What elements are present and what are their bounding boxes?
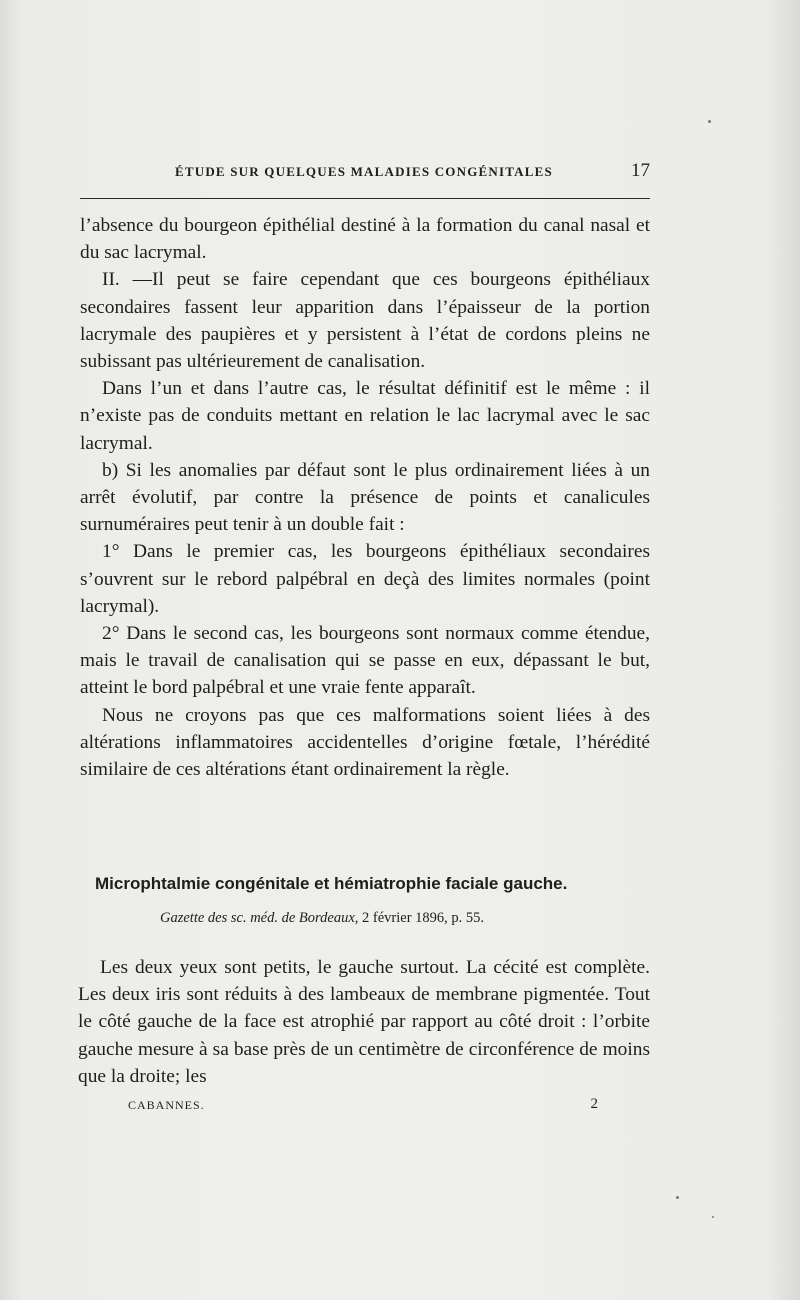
- header-rule: [80, 198, 650, 199]
- paragraph-1: l’absence du bourgeon épithélial destiné à la formation du canal nasal et du sac lacrymal.: [80, 215, 650, 264]
- citation: [160, 910, 640, 927]
- citation-journal: Gazette des sc. méd. de Bordeaux,: [160, 910, 359, 926]
- paragraph-7: Nous ne croyons pas que ces malformations soient liées à des altérations inflammatoires accidentelles d’origine fœtale, l’hérédité similaire de ces altérations étant ordinairement la règle.: [80, 704, 650, 781]
- paper-speck: [676, 1196, 679, 1199]
- paragraph-6: 2° Dans le second cas, les bourgeons sont normaux comme étendue, mais le travail de canalisation qui se passe en eux, dépassant le but, atteint le bord palpébral et une vraie fente apparaît.: [80, 623, 650, 699]
- running-title: ÉTUDE SUR QUELQUES MALADIES CONGÉNITALES: [175, 164, 553, 179]
- section-body: [78, 954, 650, 1090]
- page-number: 17: [631, 160, 650, 181]
- paragraph-3: Dans l’un et dans l’autre cas, le résultat définitif est le même : il n’existe pas de conduits mettant en relation le lac lacrymal avec le sac lacrymal.: [80, 378, 650, 454]
- paragraph-4: b) Si les anomalies par défaut sont le plus ordinairement liées à un arrêt évolutif, par contre la présence de points et canalicules surnuméraires peut tenir à un double fait :: [80, 459, 650, 536]
- section-paragraph: Les deux yeux sont petits, le gauche surtout. La cécité est complète. Les deux iris sont réduits à des lambeaux de membrane pigmentée. Tout le côté gauche de la face est atrophié par rapport au côté droit : l’orbite gauche mesure à sa base près de un centimètre de circonférence de moins que la droite; les: [78, 957, 650, 1087]
- paragraph-2: II. —Il peut se faire cependant que ces bourgeons épithéliaux secondaires fassent leur apparition dans l’épaisseur de la portion lacrymale des paupières et y persistent à l’état de cordons pleins ne subissant pas ultérieurement de canalisation.: [80, 269, 650, 373]
- body-text: [80, 212, 650, 783]
- citation-details: 2 février 1896, p. 55.: [358, 910, 485, 926]
- signature-mark: CABANNES.: [128, 1098, 205, 1112]
- section-title: Microphtalmie congénitale et hémiatrophie faciale gauche.: [95, 874, 568, 893]
- sheet-number: 2: [590, 1096, 598, 1112]
- paragraph-5: 1° Dans le premier cas, les bourgeons épithéliaux secondaires s’ouvrent sur le rebord palpébral en deçà des limites normales (point lacrymal).: [80, 541, 650, 617]
- page-header: [80, 160, 650, 188]
- paper-speck: [712, 1216, 714, 1218]
- paper-speck: [708, 120, 711, 123]
